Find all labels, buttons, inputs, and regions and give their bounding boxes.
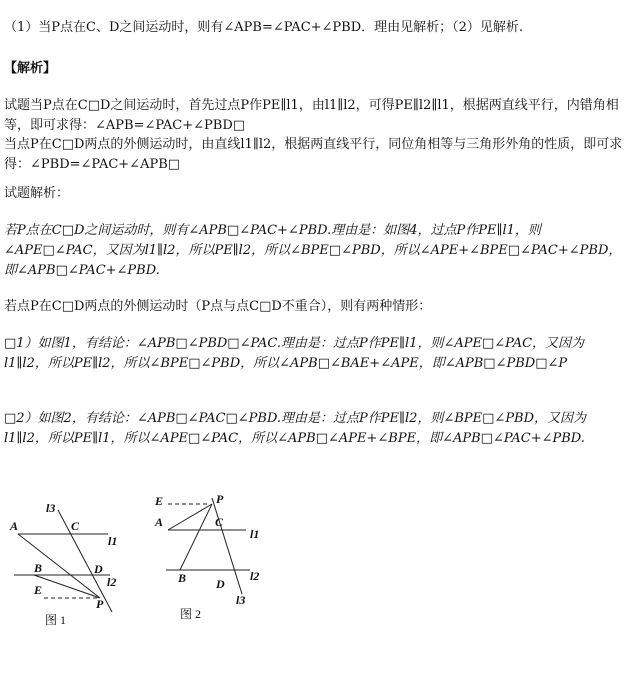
fig1-label-l3: l3 — [46, 501, 56, 515]
fig1-segment-BP — [34, 575, 100, 598]
fig1-label-B: B — [34, 561, 43, 575]
answer-line: （1）当P点在C、D之间运动时，则有∠APB=∠PAC+∠PBD．理由见解析；（2）见解析. — [4, 20, 524, 35]
case-2-intro: 若点P在C□D两点的外侧运动时（P点与点C□D不重合），则有两种情形： — [4, 299, 432, 314]
figure-2 — [150, 490, 270, 630]
fig2-label-A: A — [155, 515, 164, 529]
solution-title: 试题解析： — [4, 186, 70, 201]
fig1-line-l3 — [58, 510, 112, 612]
analysis-paragraph-1: 试题当P点在C□D之间运动时，首先过点P作PE∥l1，由l1∥l2，可得PE∥l2∥l1，根据两直线平行，内错角相等，即可求得：∠APB=∠PAC+∠PBD□ — [4, 98, 619, 133]
fig1-label-P: P — [96, 597, 104, 611]
case-2a-paragraph: □1）如图1，有结论：∠APB□∠PBD□∠PAC.理由是：过点P作PE∥l1，则∠APE□∠PAC，又因为l1∥l2，所以PE∥l2，所以∠BPE□∠PBD，所以∠APB□∠BAE+∠APE，即∠APB□∠PBD□∠P — [4, 336, 585, 371]
fig2-label-C: C — [215, 515, 224, 529]
fig2-caption: 图 2 — [180, 607, 202, 621]
fig1-label-D: D — [94, 562, 103, 576]
analysis-heading: 【解析】 — [4, 61, 57, 76]
fig1-label-l2: l2 — [107, 575, 117, 589]
case-1-paragraph: 若P点在C□D之间运动时，则有∠APB□∠PAC+∠PBD.理由是：如图4，过点P作PE∥l1，则∠APE□∠PAC，又因为l1∥l2，所以PE∥l2，所以∠BPE□∠PBD，所以∠APE+∠BPE□∠PAC+∠PBD，即∠APB□∠PAC+∠PBD. — [4, 223, 622, 278]
fig2-label-P: P — [216, 492, 224, 506]
fig2-label-E: E — [155, 494, 164, 508]
fig2-label-B: B — [178, 571, 187, 585]
fig2-label-l2: l2 — [250, 569, 260, 583]
fig1-label-C: C — [71, 519, 80, 533]
case-2b-paragraph: □2）如图2，有结论：∠APB□∠PAC□∠PBD.理由是：过点P作PE∥l2，则∠BPE□∠PBD，又因为l1∥l2，所以PE∥l1，所以∠APE□∠PAC，所以∠APB□∠APE+∠BPE，即∠APB□∠PAC+∠PBD. — [4, 411, 587, 446]
fig1-label-A: A — [10, 519, 19, 533]
fig2-label-D: D — [216, 577, 225, 591]
analysis-paragraph-2: 当点P在C□D两点的外侧运动时，由直线l1∥l2，根据两直线平行，同位角相等与三角形外角的性质，即可求得：∠PBD=∠PAC+∠APB□ — [4, 137, 623, 172]
fig1-label-l1: l1 — [108, 534, 118, 548]
figure-1 — [0, 490, 140, 630]
fig1-caption: 图 1 — [45, 613, 67, 627]
fig2-label-l3: l3 — [236, 593, 246, 607]
fig1-label-E: E — [34, 583, 43, 597]
fig2-label-l1: l1 — [250, 527, 260, 541]
